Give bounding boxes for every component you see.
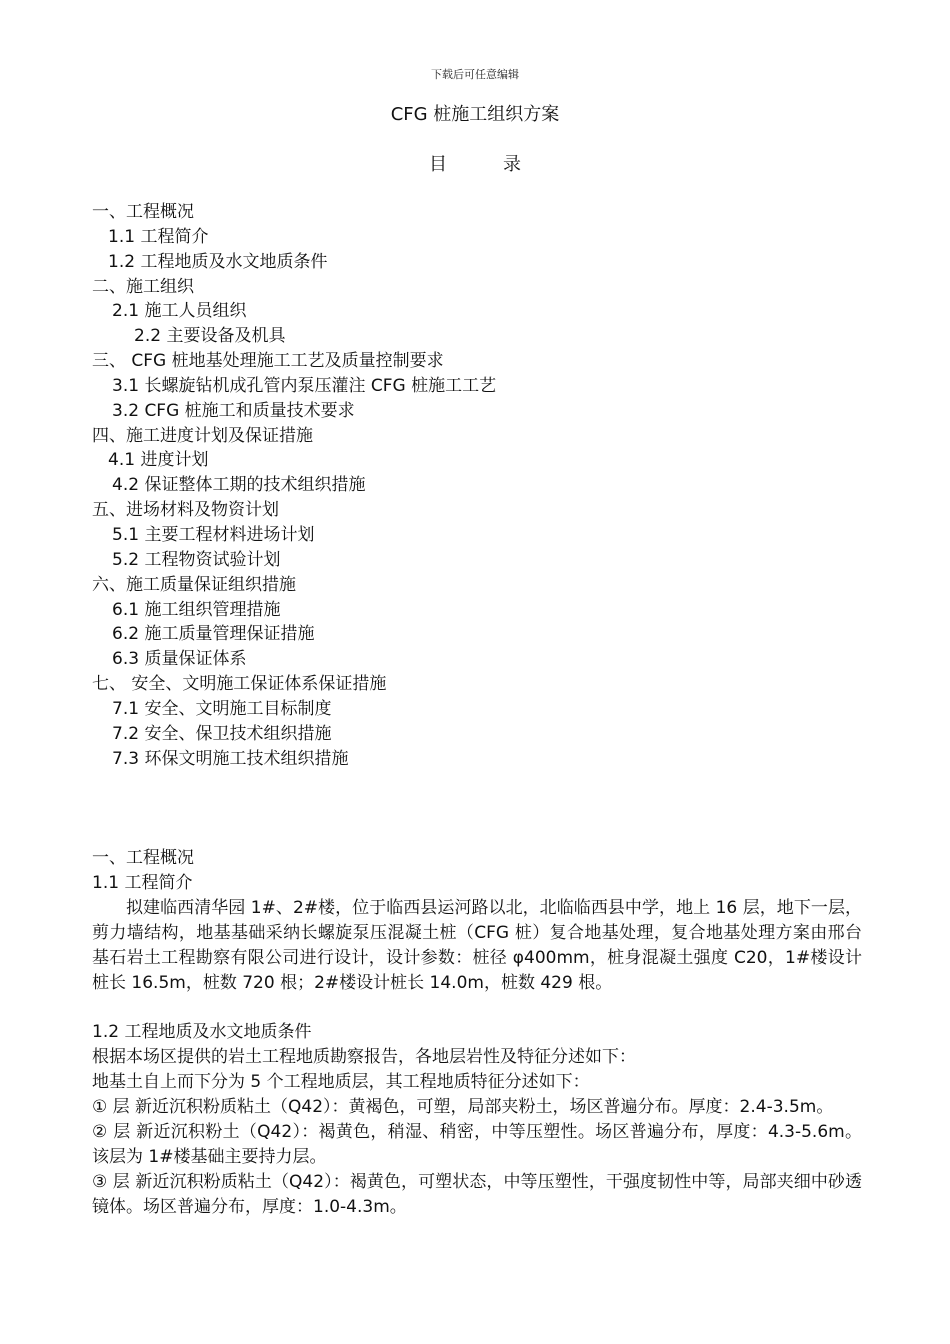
section-heading: 一、工程概况 [92,848,194,868]
toc-entry: 六、施工质量保证组织措施 [92,574,296,595]
toc-entry: 1.1 工程简介 [108,226,209,247]
layer-description: ③ 层 新近沉积粉质粘土（Q42）：褐黄色，可塑状态，中等压塑性，干强度韧性中等，局部夹细中砂透镜体。场区普遍分布，厚度：1.0-4.3m。 [92,1171,862,1217]
toc-entry: 7.1 安全、文明施工目标制度 [112,698,332,719]
toc-entry: 6.1 施工组织管理措施 [112,599,281,620]
toc-entry: 四、施工进度计划及保证措施 [92,425,313,446]
toc-title [0,150,950,176]
toc-entry: 4.2 保证整体工期的技术组织措施 [112,475,366,496]
toc-entry: 二、施工组织 [92,276,194,297]
paragraph: 拟建临西清华园 1#、2#楼，位于临西县运河路以北，北临临西县中学，地上 16 层，地下一层，剪力墙结构，地基基础采纳长螺旋泵压混凝土桩（CFG 桩）复合地基处理，复合地基处理方案由邢台基石岩土工程勘察有限公司进行设计，设计参数：桩径 φ400mm，桩身混凝土强度 C20，1#楼设计桩长 16.5m，桩数 720 根；2#楼设计桩长 14.0m，桩数 429 根。 [92,897,862,993]
subsection-heading: 1.1 工程简介 [92,872,193,893]
paragraph-line: 根据本场区提供的岩土工程地质勘察报告，各地层岩性及特征分述如下： [92,1047,636,1068]
toc-entry: 7.2 安全、保卫技术组织措施 [112,723,332,744]
toc-entry: 一、工程概况 [92,202,194,222]
toc-entry: 5.1 主要工程材料进场计划 [112,524,315,545]
table-of-contents [92,200,496,771]
toc-entry: 6.3 质量保证体系 [112,649,247,670]
toc-entry: 三、 CFG 桩地基处理施工工艺及质量控制要求 [92,351,444,372]
layer-description: ② 层 新近沉积粉土（Q42）：褐黄色，稍湿、稍密，中等压塑性。场区普遍分布，厚度：4.3-5.6m。该层为 1#楼基础主要持力层。 [92,1121,862,1167]
document-title: CFG 桩施工组织方案 [390,104,560,125]
paragraph-line: 地基土自上而下分为 5 个工程地质层，其工程地质特征分述如下： [92,1072,590,1093]
layer-description: ① 层 新近沉积粉质粘土（Q42）：黄褐色，可塑，局部夹粉土，场区普遍分布。厚度：2.4-3.5m。 [92,1096,834,1117]
toc-entry: 七、 安全、文明施工保证体系保证措施 [92,674,387,695]
toc-entry: 3.1 长螺旋钻机成孔管内泵压灌注 CFG 桩施工工艺 [112,375,497,396]
header-note: 下载后可任意编辑 [431,68,519,81]
toc-entry: 2.1 施工人员组织 [112,301,247,322]
toc-entry: 1.2 工程地质及水文地质条件 [108,251,328,272]
toc-title-char-2: 录 [503,154,521,175]
document-body [92,846,862,1220]
toc-entry: 7.3 环保文明施工技术组织措施 [112,748,349,769]
toc-entry: 4.1 进度计划 [108,450,209,471]
toc-entry: 3.2 CFG 桩施工和质量技术要求 [112,400,355,421]
toc-entry: 2.2 主要设备及机具 [134,326,286,347]
toc-title-char-1: 目 [429,154,447,175]
toc-entry: 五、进场材料及物资计划 [92,500,279,521]
subsection-heading: 1.2 工程地质及水文地质条件 [92,1022,312,1043]
toc-entry: 6.2 施工质量管理保证措施 [112,624,315,645]
toc-entry: 5.2 工程物资试验计划 [112,549,281,570]
